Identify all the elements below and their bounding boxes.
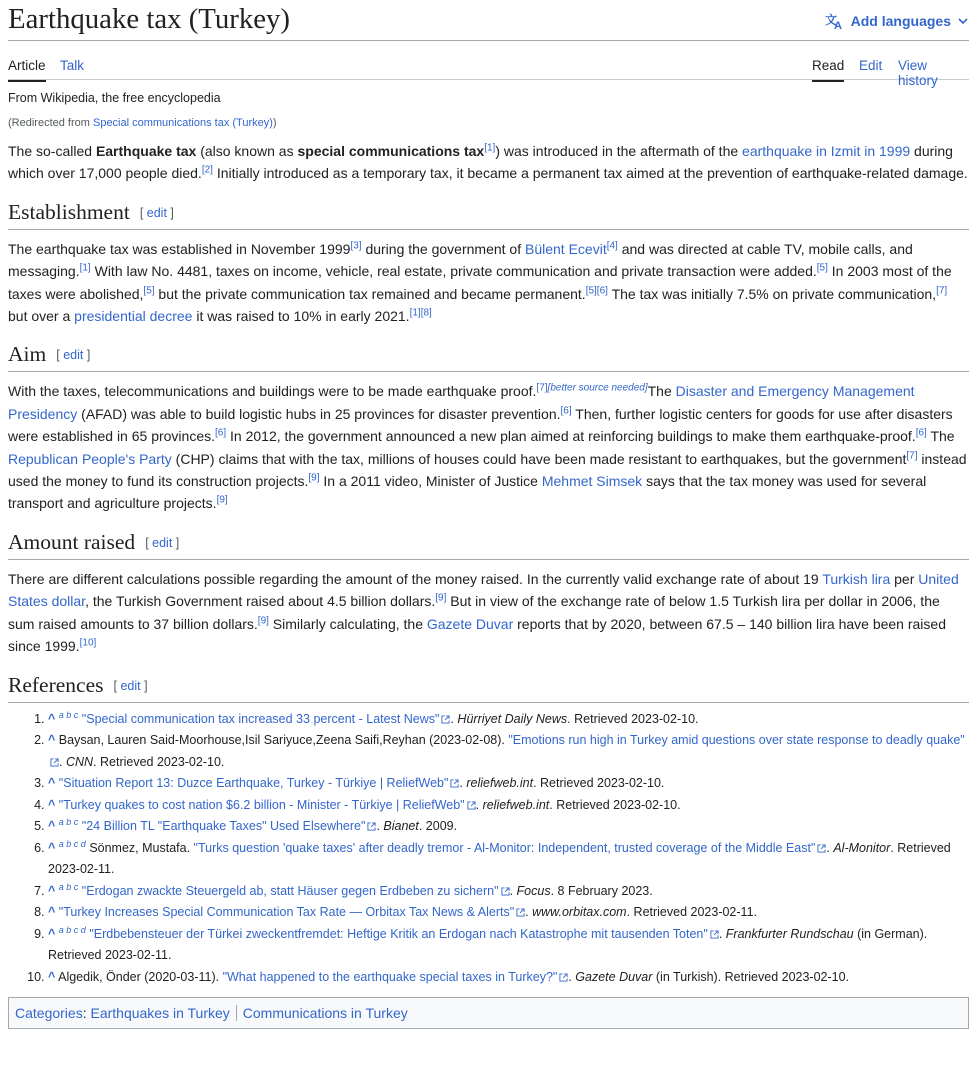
bold-term: special communications tax [297,143,485,159]
citation-link[interactable]: [6] [560,405,572,417]
citation-link[interactable]: [10] [79,637,97,649]
category-box [8,997,969,1029]
article-page [8,0,969,1029]
ref-work: Frankfurter Rundschau [725,926,854,941]
ref-work: CNN [65,754,94,769]
text: says that the tax money was used for several transport and agriculture projects. [8,473,927,512]
wiki-link[interactable]: Gazete Duvar [426,615,514,632]
ref-title-link[interactable]: "Turkey quakes to cost nation $6.2 billion - Minister - Türkiye | ReliefWeb" [58,797,465,812]
ref-retrieved: (in German). Retrieved 2023-02-11. [48,926,928,962]
title-bar [8,0,969,41]
text: The [647,383,676,400]
text: In a 2011 video, Minister of Justice [319,473,542,490]
section-edit: [ edit ] [113,678,148,693]
ref-retrieved: (in Turkish). Retrieved 2023-02-10. [652,969,850,984]
bold-term: Earthquake tax [95,143,197,159]
ref-work: Hürriyet Daily News [457,711,568,726]
paragraph [8,568,969,658]
better-source-tag[interactable]: [better source needed] [547,382,648,394]
citation-link[interactable]: [1] [79,262,91,274]
text: per [890,570,919,587]
ref-work: reliefweb.int [466,776,534,790]
redirect-prefix: (Redirected from [8,117,93,129]
section-references [8,671,969,989]
ref-author: Sönmez, Mustafa. [89,840,194,855]
citation-link[interactable]: [9] [216,494,228,506]
citation-link[interactable]: [2] [201,164,213,176]
citation-link[interactable]: [4] [606,240,618,252]
text: (AFAD) was able to build logistic hubs in 25 provinces for disaster prevention. [77,405,561,422]
section-heading [8,198,969,230]
wiki-link[interactable]: presidential decree [74,308,193,325]
language-icon [825,12,845,30]
reference-item: 9. ^ $^{a b c d}$ "Erdbebensteuer der Türkei zweckentfremdet: Heftige Kritik an Erdogan nach Katastrophe mit tausenden Toten" . Frankfurter Rundschau (in German). Retrieved 2023-02-11. [48,924,969,967]
external-link-icon [448,776,459,790]
external-link-icon [499,884,510,898]
chevron-down-icon [957,16,969,26]
backlink-caret[interactable]: ^ [48,711,56,726]
ref-title-link[interactable]: "Turks question 'quake taxes' after deadly tremor - Al-Monitor: Independent, trusted coverage of the Middle East" [193,840,816,855]
wiki-link[interactable]: Turkish lira [822,570,891,587]
ref-title-link[interactable]: "Situation Report 13: Duzce Earthquake, Turkey - Türkiye | ReliefWeb" [58,776,449,790]
ref-retrieved: . 8 February 2023. [550,883,653,898]
svg-text:A: A [833,20,842,30]
svg-text:文: 文 [824,13,837,27]
reference-item: 6. ^ $^{a b c d}$ Sönmez, Mustafa. "Turks question 'quake taxes' after deadly tremor - Al-Monitor: Independent, trusted coverage of the Middle East" . Al-Monitor. Retrieved 2023-02-11. [48,838,969,881]
page-tabs [8,41,969,88]
edit-link[interactable]: edit [152,535,173,550]
citation-link[interactable]: [1] [484,142,496,154]
backlink-letters[interactable]: a b c d [58,838,86,849]
text: during the government of [361,240,525,257]
section-edit: [ edit ] [145,535,180,550]
category-link[interactable]: Communications in Turkey [242,1005,408,1021]
text: With law No. 4481, taxes on income, vehicle, real estate, private communication and private transaction were added. [90,263,817,280]
intro-paragraph [8,140,969,185]
ref-title-link[interactable]: "Erdbebensteuer der Türkei zweckentfremdet: Heftige Kritik an Erdogan nach Katastrophe mit tausenden Toten" [89,926,708,941]
backlink-caret[interactable]: ^ [48,926,56,941]
edit-link[interactable]: edit [120,678,141,693]
backlink-caret[interactable]: ^ [48,776,56,790]
text: The tax was initially 7.5% on private communication, [607,285,937,302]
ref-title-link[interactable]: "Erdogan zwackte Steuergeld ab, statt Häuser gegen Erdbeben zu sichern" [81,883,499,898]
divider [236,1005,237,1021]
tab-article[interactable]: Article [8,58,46,82]
ref-work: Al-Monitor [833,840,891,855]
citation-link[interactable]: [7] [906,450,918,461]
citation-link[interactable]: [9] [435,592,447,604]
categories-link[interactable]: Categories [15,1005,83,1021]
text: but the private communication tax remained and became permanent. [154,285,586,302]
reference-item: 3. ^ "Situation Report 13: Duzce Earthquake, Turkey - Türkiye | ReliefWeb" . reliefweb.int. Retrieved 2023-02-10. [48,773,969,795]
backlink-letters[interactable]: a b c [58,881,79,892]
text: The so-called [8,143,96,159]
section-amount-raised [8,528,969,658]
add-languages-label: Add languages [850,13,951,29]
text: In 2003 most of the taxes were abolished, [8,263,952,302]
external-link-icon [557,970,568,984]
heading-text: Establishment [8,199,130,224]
ref-retrieved: . Retrieved 2023-02-11. [48,840,951,876]
text: Similarly calculating, the [268,615,427,632]
tab-read[interactable]: Read [812,58,844,82]
backlink-letters[interactable]: a b c [58,709,79,720]
ref-author: Baysan, Lauren Said-Moorhouse,Isil Sariyuce,Zeena Saifi,Reyhan (2023-02-08). [58,733,509,747]
redirect-note [8,117,969,129]
reference-list [8,709,969,989]
text: There are different calculations possible regarding the amount of the money raised. In the currently valid exchange rate of about 19 [8,570,823,587]
section-edit: [ edit ] [139,205,174,220]
wiki-link[interactable]: Republican People's Party [8,450,172,467]
reference-item: 1. ^ $^{a b c}$ "Special communication tax increased 33 percent - Latest News" . Hürriyet Daily News. Retrieved 2023-02-10. [48,709,969,731]
edit-link[interactable]: edit [146,205,167,220]
ref-title-link[interactable]: "24 Billion TL "Earthquake Taxes" Used Elsewhere" [81,819,366,833]
heading-text: Aim [8,342,47,367]
citation-link[interactable]: [5][6] [585,284,608,296]
ref-retrieved: . Retrieved 2023-02-10. [93,754,225,769]
external-link-icon [815,841,826,855]
wiki-link[interactable]: Mehmet Simsek [541,473,643,490]
ref-author: Algedik, Önder (2020-03-11). [58,969,223,984]
ref-title-link[interactable]: "Turkey Increases Special Communication Tax Rate — Orbitax Tax News & Alerts" [58,905,515,919]
backlink-caret[interactable]: ^ [48,883,56,898]
tab-talk[interactable]: Talk [60,58,85,73]
external-link-icon [439,712,450,726]
backlink-letters[interactable]: a b c [58,816,79,827]
category-link[interactable]: Earthquakes in Turkey [90,1005,230,1021]
tab-edit[interactable]: Edit [859,58,883,73]
ref-work: www.orbitax.com [532,905,627,919]
tagline: From Wikipedia, the free encyclopedia [8,91,221,105]
reference-item: 4. ^ "Turkey quakes to cost nation $6.2 billion - Minister - Türkiye | ReliefWeb" . reliefweb.int. Retrieved 2023-02-10. [48,795,969,817]
text: (also known as [196,143,298,159]
external-link-icon [365,819,376,833]
ref-title-link[interactable]: "What happened to the earthquake special taxes in Turkey?" [222,969,558,984]
section-heading [8,340,969,372]
text: Initially introduced as a temporary tax, it became a permanent tax aimed at the prevention of earthquake-related damage. [212,165,968,182]
section-edit: [ edit ] [56,348,91,363]
wiki-link[interactable]: Bülent Ecevit [525,240,607,257]
add-languages-button[interactable] [825,12,969,30]
section-heading [8,671,969,703]
citation-link[interactable]: [9] [257,615,269,627]
text: , the Turkish Government raised about 4.5 billion dollars. [85,593,436,610]
text: The [926,428,955,445]
reference-item: 10. ^ Algedik, Önder (2020-03-11). "What happened to the earthquake special taxes in Turkey?" . Gazete Duvar (in Turkish). Retrieved 2023-02-10. [48,967,969,989]
ref-work: reliefweb.int [482,797,550,812]
wiki-link[interactable]: Disaster and Emergency Management Presidency [8,383,915,422]
text: (CHP) claims that with the tax, millions of houses could have been made resistant to earthquakes, but the government [171,450,907,467]
ref-work: Focus [516,883,551,898]
text: but over a [8,308,75,325]
citation-link[interactable]: [3] [350,240,362,252]
redirect-link[interactable]: Special communications tax (Turkey) [92,117,273,129]
citation-link[interactable]: [6] [215,427,227,439]
ref-work: Gazete Duvar [575,969,653,984]
citation-link[interactable]: [7] [536,382,548,394]
backlink-caret[interactable]: ^ [48,969,56,984]
tab-view-history[interactable]: View history [898,58,938,88]
external-link-icon [708,927,719,941]
page-title: Earthquake tax (Turkey) [8,3,291,35]
text: Then, further logistic centers for goods for use after disasters were established in 65 provinces. [8,405,953,445]
text: In 2012, the government announced a new plan aimed at reinforcing buildings to make them earthquake-proof. [226,428,916,445]
section-establishment [8,198,969,328]
backlink-caret[interactable]: ^ [48,797,56,812]
wiki-link[interactable]: United States dollar [8,570,959,610]
ref-retrieved: . Retrieved 2023-02-11. [626,905,757,919]
ref-title-link[interactable]: "Special communication tax increased 33 percent - Latest News" [81,711,440,726]
external-link-icon [514,905,525,919]
heading-text: References [8,672,104,697]
reference-item: 7. ^ $^{a b c}$ "Erdogan zwackte Steuergeld ab, statt Häuser gegen Erdbeben zu sichern" . Focus. 8 February 2023. [48,881,969,903]
backlink-caret[interactable]: ^ [48,840,56,855]
external-link-icon [48,755,59,769]
ref-retrieved: . Retrieved 2023-02-10. [549,797,681,812]
backlink-caret[interactable]: ^ [48,905,56,919]
text: With the taxes, telecommunications and buildings were to be made earthquake proof. [8,383,537,400]
text: reports that by 2020, between 67.5 – 140 billion lira have been raised since 1999. [8,615,946,655]
text: and was directed at cable TV, mobile calls, and messaging. [8,240,913,280]
edit-link[interactable]: edit [63,348,84,363]
ref-retrieved: . Retrieved 2023-02-10. [533,776,665,790]
redirect-suffix: ) [272,117,277,129]
citation-link[interactable]: [5] [816,262,828,274]
citation-link[interactable]: [6] [915,427,927,439]
section-aim [8,340,969,514]
external-link-icon [465,798,476,812]
backlink-caret[interactable]: ^ [48,733,56,747]
text: during which over 17,000 people died. [8,143,953,182]
ref-title-link[interactable]: "Emotions run high in Turkey amid questions over state response to deadly quake" [508,733,965,747]
paragraph [8,380,969,514]
heading-text: Amount raised [8,529,136,554]
ref-work: Bianet [383,819,419,833]
reference-item: 8. ^ "Turkey Increases Special Communication Tax Rate — Orbitax Tax News & Alerts" . www.orbitax.com. Retrieved 2023-02-11. [48,902,969,924]
paragraph [8,238,969,328]
reference-item: 5. ^ $^{a b c}$ "24 Billion TL "Earthquake Taxes" Used Elsewhere" . Bianet. 2009. [48,816,969,838]
ref-retrieved: . Retrieved 2023-02-10. [567,711,699,726]
ref-retrieved: . 2009. [418,819,458,833]
text: it was raised to 10% in early 2021. [192,308,410,325]
citation-link[interactable]: [5] [143,284,155,296]
colon: : [82,1005,91,1021]
backlink-letters[interactable]: a b c d [58,924,86,935]
text: The earthquake tax was established in November 1999 [8,240,351,257]
citation-link[interactable]: [1][8] [409,307,432,319]
text: ) was introduced in the aftermath of the [495,143,743,159]
backlink-caret[interactable]: ^ [48,819,56,833]
citation-link[interactable]: [9] [308,472,320,484]
text: instead used the money to fund its construction projects. [8,450,967,490]
citation-link[interactable]: [7] [936,284,948,296]
text: But in view of the exchange rate of below 1.5 Turkish lira per dollar in 2006, the sum raised amounts to 37 billion dollars. [8,593,940,632]
section-heading [8,528,969,560]
wiki-link[interactable]: earthquake in Izmit in 1999 [742,143,911,159]
reference-item: 2. ^ Baysan, Lauren Said-Moorhouse,Isil Sariyuce,Zeena Saifi,Reyhan (2023-02-08). "Emotions run high in Turkey amid questions over state response to deadly quake". CNN. Retrieved 2023-02-10. [48,730,969,773]
